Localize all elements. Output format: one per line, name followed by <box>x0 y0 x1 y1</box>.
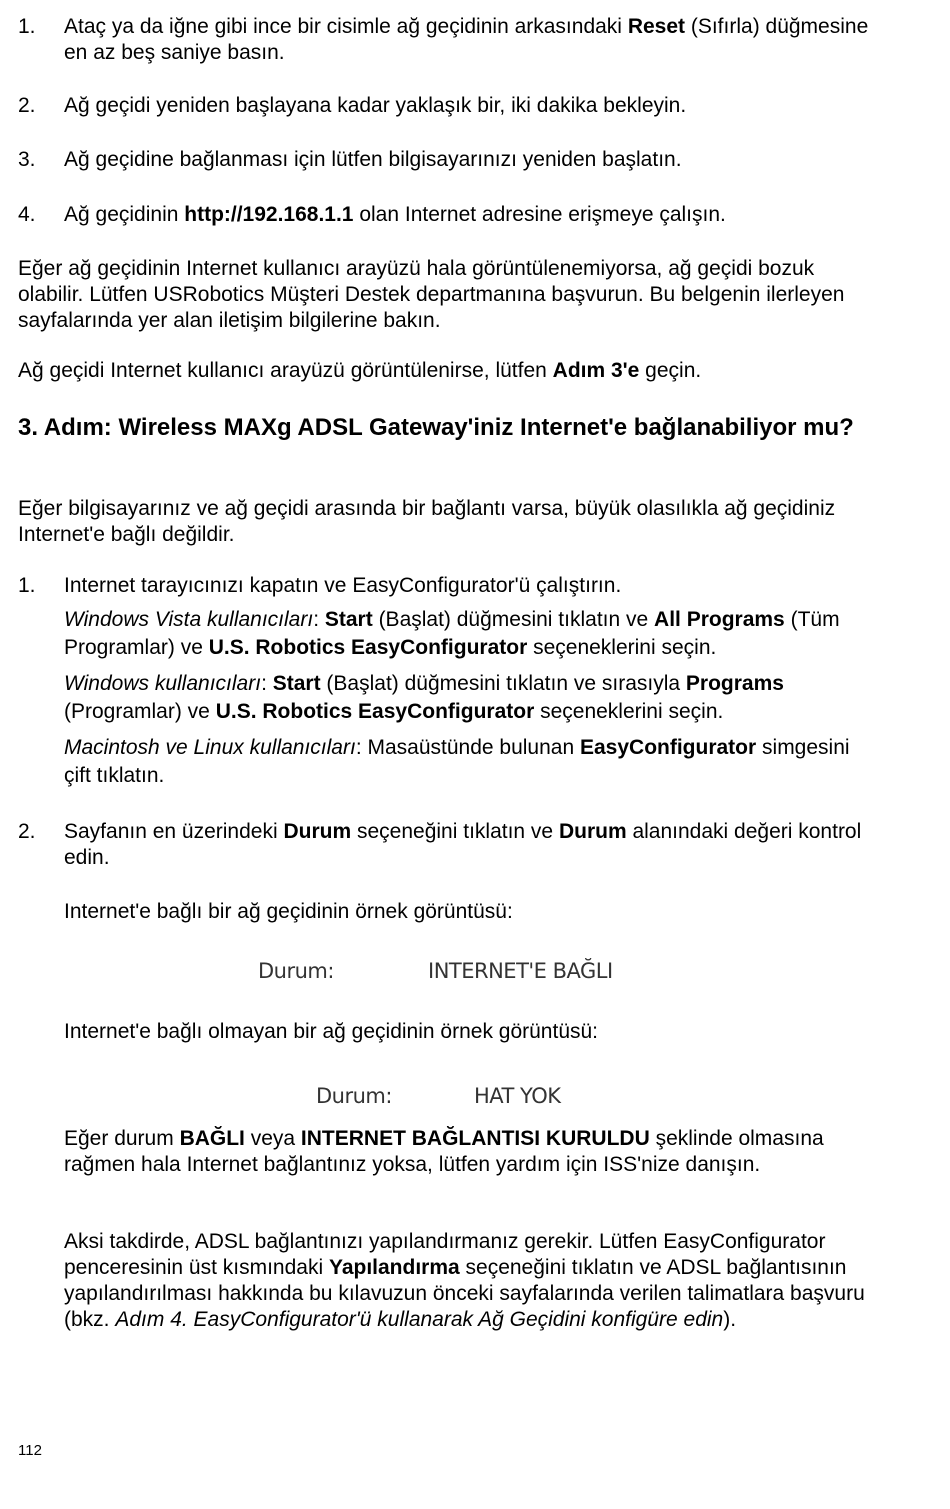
example-connected-caption: Internet'e bağlı bir ağ geçidinin örnek görüntüsü: <box>64 900 513 923</box>
paragraph-isp: Eğer durum BAĞLI veya INTERNET BAĞLANTISI KURULDU şeklinde olmasına rağmen hala Internet bağlantınız yoksa, lütfen yardım için ISS'nize danışın. <box>64 1127 824 1176</box>
section-heading: 3. Adım: Wireless MAXg ADSL Gateway'iniz Internet'e bağlanabiliyor mu? <box>18 414 854 441</box>
list-number: 2. <box>18 94 36 117</box>
list-text: Ataç ya da iğne gibi ince bir cisimle ağ geçidinin arkasındaki Reset (Sıfırla) düğmesine en az beş saniye basın. <box>64 15 869 64</box>
status-value-connected: INTERNET'E BAĞLI <box>428 959 613 983</box>
paragraph-goto-step3: Ağ geçidi Internet kullanıcı arayüzü görüntülenirse, lütfen Adım 3'e geçin. <box>18 359 702 382</box>
instructions-windows: Windows kullanıcıları: Start (Başlat) düğmesini tıklatın ve sırasıyla Programs (Programlar) ve U.S. Robotics EasyConfigurator seçeneklerini seçin. <box>64 672 784 723</box>
list-number: 3. <box>18 148 36 171</box>
status-value-disconnected: HAT YOK <box>474 1084 561 1108</box>
instructions-vista: Windows Vista kullanıcıları: Start (Başlat) düğmesini tıklatın ve All Programs (Tüm Programlar) ve U.S. Robotics EasyConfigurator seçeneklerini seçin. <box>64 608 840 659</box>
list-text: Ağ geçidinin http://192.168.1.1 olan Internet adresine erişmeye çalışın. <box>64 203 726 226</box>
status-label: Durum: <box>316 1084 392 1108</box>
example-disconnected-caption: Internet'e bağlı olmayan bir ağ geçidinin örnek görüntüsü: <box>64 1020 599 1043</box>
list-text: Ağ geçidine bağlanması için lütfen bilgisayarınızı yeniden başlatın. <box>64 148 682 171</box>
page-number: 112 <box>18 1442 42 1459</box>
paragraph-broken-gateway: Eğer ağ geçidinin Internet kullanıcı arayüzü hala görüntülenemiyorsa, ağ geçidi bozuk olabilir. Lütfen USRobotics Müşteri Destek departmanına başvurun. Bu belgenin ilerleyen sayfalarında yer alan iletişim bilgilerine bakın. <box>18 257 845 332</box>
list-text: Internet tarayıcınızı kapatın ve EasyConfigurator'ü çalıştırın. <box>64 574 622 597</box>
list-number: 2. <box>18 820 36 843</box>
list-text: Sayfanın en üzerindeki Durum seçeneğini tıklatın ve Durum alanındaki değeri kontrol edin. <box>64 820 862 869</box>
paragraph-connection: Eğer bilgisayarınız ve ağ geçidi arasında bir bağlantı varsa, büyük olasılıkla ağ geçidiniz Internet'e bağlı değildir. <box>18 497 836 546</box>
list-number: 4. <box>18 203 36 226</box>
paragraph-configure: Aksi takdirde, ADSL bağlantınızı yapılandırmanız gerekir. Lütfen EasyConfigurator penceresinin üst kısmındaki Yapılandırma seçeneğini tıklatın ve ADSL bağlantısının yapılandırılması hakkında bu kılavuzun önceki sayfalarında verilen talimatlara başvuru (bkz. Adım 4. EasyConfigurator'ü kullanarak Ağ Geçidini konfigüre edin). <box>64 1230 865 1331</box>
list-number: 1. <box>18 574 36 597</box>
instructions-mac-linux: Macintosh ve Linux kullanıcıları: Masaüstünde bulunan EasyConfigurator simgesini çift tıklatın. <box>64 736 850 787</box>
status-label: Durum: <box>258 959 334 983</box>
list-text: Ağ geçidi yeniden başlayana kadar yaklaşık bir, iki dakika bekleyin. <box>64 94 687 117</box>
list-number: 1. <box>18 15 36 38</box>
